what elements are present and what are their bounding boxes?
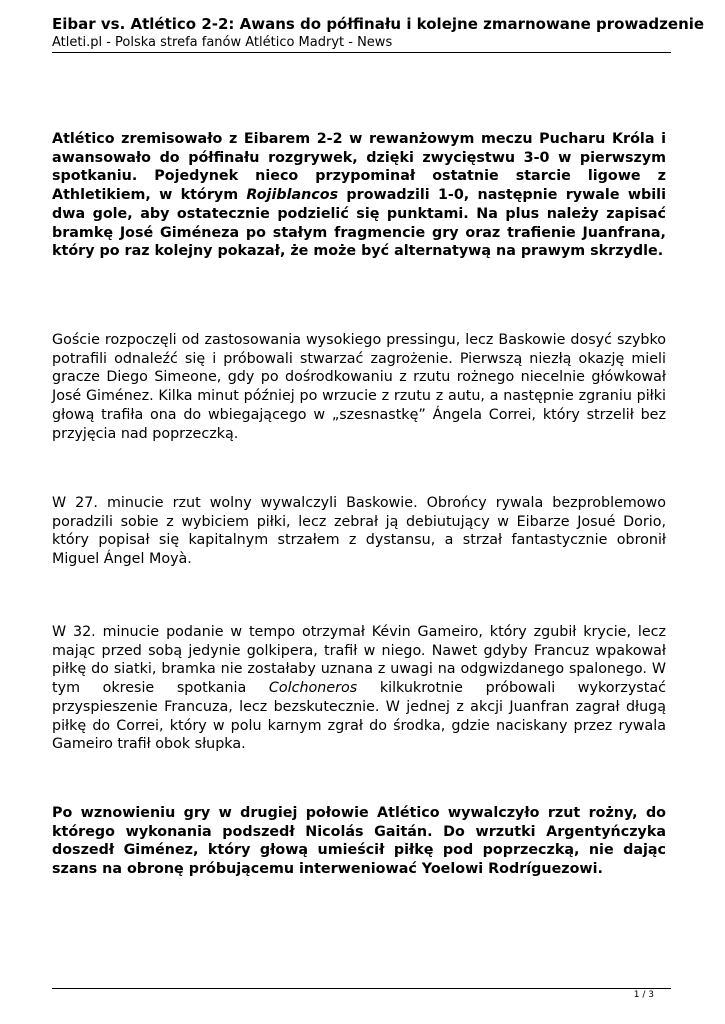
lead-paragraph-emphasis: Rojiblancos	[246, 187, 339, 204]
header-divider	[52, 52, 671, 53]
lead-paragraph	[52, 130, 666, 261]
lead-paragraph-text-1: Atlético zremisowało z Eibarem 2-2 w rewanżowym meczu Pucharu Króla i awansowało do półfinału rozgrywek, dzięki zwycięstwu 3-0 w pierwszym spotkaniu. Pojedynek nieco przypominał ostatnie starcie ligowe z Athletikiem, w którym	[52, 131, 666, 204]
body-paragraph-3-text-2: kilkukrotnie próbowali wykorzystać przyspieszenie Francuza, lecz bezskutecznie. W jednej z akcji Juanfran zagrał długą piłkę do Correi, który w polu karnym zgrał do środka, gdzie naciskany przez rywala Gameiro trafił obok słupka.	[52, 680, 666, 753]
body-paragraph-1: Goście rozpoczęli od zastosowania wysokiego pressingu, lecz Baskowie dosyć szybko potrafili odnaleźć się i próbowali stwarzać zagrożenie. Pierwszą niezłą okazję mieli gracze Diego Simeone, gdy po dośrodkowaniu z rzutu rożnego niecelnie główkował José Giménez. Kilka minut później po wrzucie z rzutu z autu, a następnie zgraniu piłki głową trafiła ona do wbiegającego w „szesnastkę” Ángela Correi, który strzelił bez przyjęcia nad poprzeczką.	[52, 332, 666, 442]
body-paragraph-3	[52, 623, 666, 754]
body-paragraph-3-text-1: W 32. minucie podanie w tempo otrzymał Kévin Gameiro, który zgubił krycie, lecz mając przed sobą jedynie golkipera, trafił w niego. Nawet gdyby Francuz wpakował piłkę do siatki, bramka nie zostałaby uznana z uwagi na odgwizdanego spalonego. W tym okresie spotkania	[52, 624, 666, 697]
body-paragraph-2: W 27. minucie rzut wolny wywalczyli Baskowie. Obrońcy rywala bezproblemowo poradzili sobie z wybiciem piłki, lecz zebrał ją debiutujący w Eibarze Josué Dorio, który popisał się kapitalnym strzałem z dystansu, a strzał fantastycznie obronił Miguel Ángel Moyà.	[52, 495, 666, 568]
page-header	[52, 15, 705, 51]
lead-paragraph-text-2: prowadzili 1-0, następnie rywale wbili dwa gole, aby ostatecznie podzielić się punktami. Na plus należy zapisać bramkę José Giméneza po stałym fragmencie gry oraz trafienie Juanfrana, który po raz kolejny pokazał, że może być alternatywą na prawym skrzydle.	[52, 187, 666, 260]
body-paragraph-4: Po wznowieniu gry w drugiej połowie Atlético wywalczyło rzut rożny, do którego wykonania podszedł Nicolás Gaitán. Do wrzutki Argentyńczyka doszedł Giménez, który głową umieścił piłkę pod poprzeczką, nie dając szans na obronę próbującemu interweniować Yoelowi Rodríguezowi.	[52, 805, 666, 878]
article-title: Eibar vs. Atlético 2-2: Awans do półfinału i kolejne zmarnowane prowadzenie	[52, 15, 705, 33]
body-paragraph-3-emphasis: Colchoneros	[268, 680, 358, 697]
page-number: 1 / 3	[633, 990, 654, 1000]
footer-divider	[52, 988, 671, 989]
site-subtitle: Atleti.pl - Polska strefa fanów Atlético Madryt - News	[52, 35, 393, 50]
